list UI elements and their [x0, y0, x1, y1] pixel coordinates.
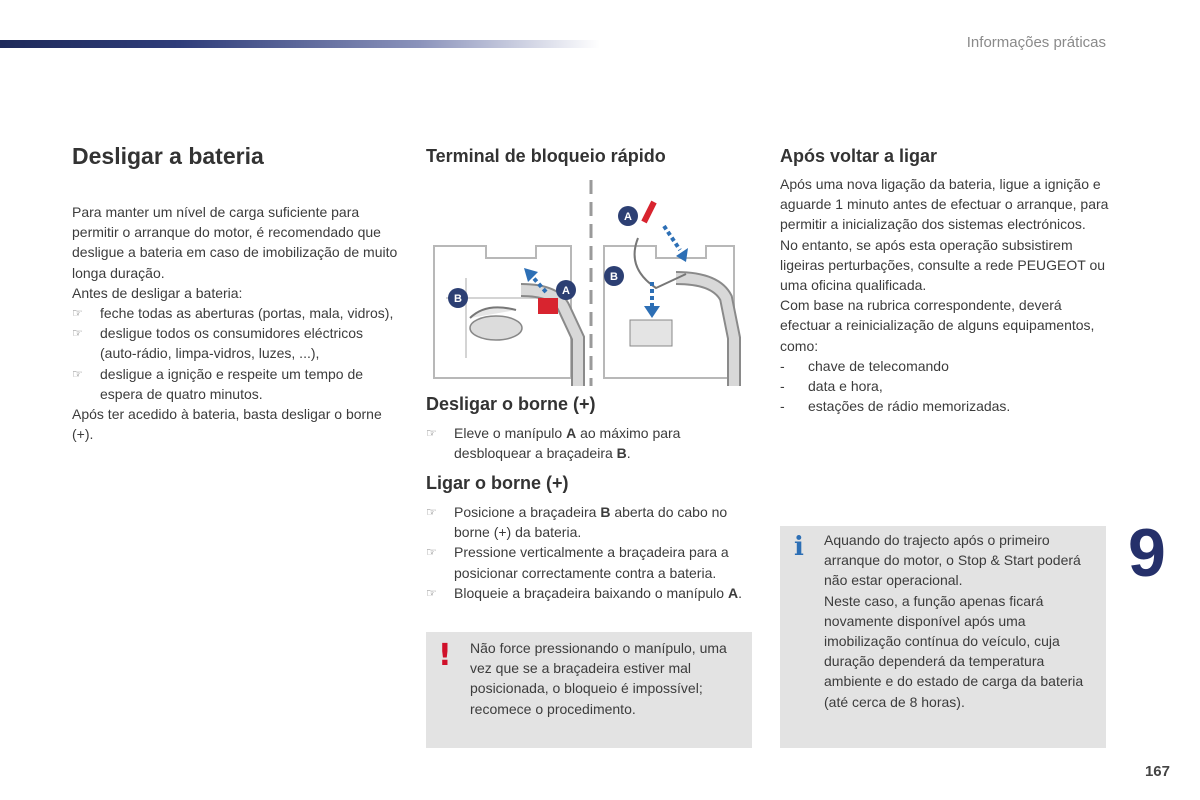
paragraph: Com base na rubrica correspondente, deverá efectuar a reinicialização de alguns equipamentos, como: [780, 297, 1095, 354]
label-a-right: A [624, 211, 632, 223]
paragraph: Após uma nova ligação da bateria, ligue a ignição e aguarde 1 minuto antes de efectuar o arranque, para permitir a inicialização dos sistemas electrónicos. [780, 176, 1109, 233]
header-gradient-bar [0, 40, 600, 48]
section-name: Informações práticas [966, 34, 1106, 51]
info-icon: i [794, 532, 804, 562]
column-2 [426, 146, 756, 167]
list-item: - estações de rádio memorizadas. [780, 396, 1110, 416]
warning-icon: ! [438, 638, 452, 673]
label-b-left: B [454, 293, 462, 305]
list-item: - chave de telecomando [780, 356, 1110, 376]
page-title: Desligar a bateria [72, 143, 264, 169]
label-a-left: A [562, 285, 570, 297]
list-item: ☞ feche todas as aberturas (portas, mala, vidros), [72, 303, 402, 323]
list-item: ☞ desligue todos os consumidores eléctricos (auto-rádio, limpa-vidros, luzes, ...), [72, 323, 402, 363]
info-box [780, 526, 1106, 748]
warning-box [426, 632, 752, 748]
right-panel [604, 246, 734, 378]
battery-terminal-illustration [426, 178, 756, 386]
disconnect-heading: Desligar o borne (+) [426, 394, 596, 414]
label-b-right: B [610, 271, 618, 283]
chapter-number: 9 [1128, 515, 1166, 591]
list-item: ☞ Bloqueie a braçadeira baixando o manípulo A. [426, 583, 756, 603]
column-1 [72, 202, 402, 444]
page-number: 167 [1144, 763, 1170, 780]
quick-terminal-heading: Terminal de bloqueio rápido [426, 146, 666, 166]
list-item: ☞ Pressione verticalmente a braçadeira para a posicionar correctamente contra a bateria. [426, 542, 756, 582]
list-item: ☞ Posicione a braçadeira B aberta do cabo no borne (+) da bateria. [426, 502, 756, 542]
warning-text: Não force pressionando o manípulo, uma vez que se a braçadeira estiver mal posicionada, o bloqueio é impossível; recomece o procedimento. [470, 640, 727, 717]
connect-section [426, 473, 756, 603]
intro-paragraph: Para manter um nível de carga suficiente para permitir o arranque do motor, é recomendado que desligue a bateria em caso de imobilização de muito longa duração. [72, 204, 398, 281]
before-label: Antes de desligar a bateria: [72, 284, 243, 301]
list-item: - data e hora, [780, 376, 1110, 396]
paragraph: No entanto, se após esta operação subsistirem ligeiras perturbações, consulte a rede PEUGEOT ou uma oficina qualificada. [780, 236, 1106, 294]
after-paragraph: Após ter acedido à bateria, basta desligar o borne (+). [72, 406, 382, 443]
column-3 [780, 146, 1110, 416]
info-text: Neste caso, a função apenas ficará novamente disponível após uma imobilização contínua do veículo, cuja duração dependerá da temperatura ambiente e do estado de carga da bateria (até cerca de 8 horas). [824, 592, 1084, 710]
after-reconnect-heading: Após voltar a ligar [780, 146, 938, 166]
info-text: Aquando do trajecto após o primeiro arranque do motor, o Stop & Start poderá não estar operacional. [824, 532, 1081, 589]
connect-heading: Ligar o borne (+) [426, 473, 569, 493]
disconnect-section [426, 394, 756, 463]
list-item: ☞ desligue a ignição e respeite um tempo de espera de quatro minutos. [72, 364, 402, 404]
list-item: ☞ Eleve o manípulo A ao máximo para desbloquear a braçadeira B. [426, 423, 756, 463]
